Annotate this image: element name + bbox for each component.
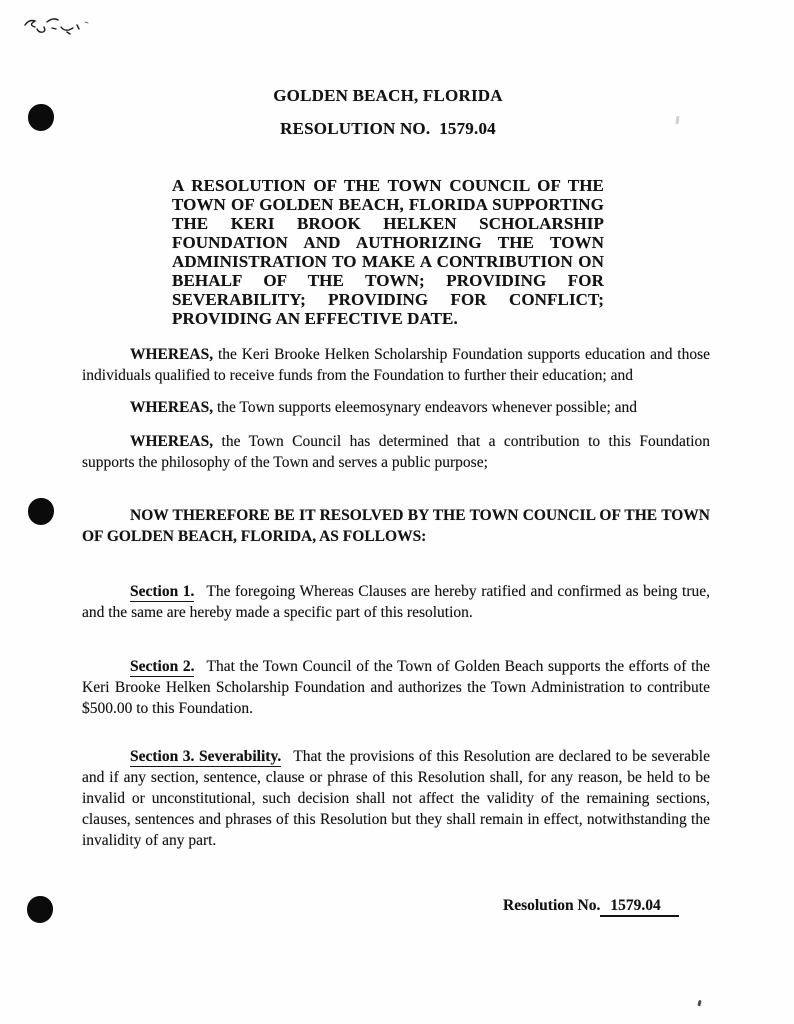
section-2-text: That the Town Council of the Town of Golden Beach supports the efforts of the Keri Brooke Helken Scholarship Foundation and authorizes the Town Administration to contribute $500.00 to this Foundation.	[82, 658, 711, 717]
whereas-lead-3: WHEREAS,	[130, 433, 214, 450]
section-1-paragraph	[82, 581, 710, 623]
whereas-text-1: the Keri Brooke Helken Scholarship Foundation supports education and those individuals qualified to receive funds from the Foundation to further their education; and	[82, 346, 710, 384]
section-3-label	[130, 748, 281, 767]
pen-scribble-mark	[22, 16, 90, 40]
resolved-clause: NOW THEREFORE BE IT RESOLVED BY THE TOWN COUNCIL OF THE TOWN OF GOLDEN BEACH, FLORIDA, AS FOLLOWS:	[82, 507, 710, 545]
whereas-lead-1: WHEREAS,	[130, 346, 214, 363]
section-2-paragraph	[82, 656, 710, 719]
section-2-label	[130, 658, 194, 677]
whereas-clause-1	[82, 344, 710, 386]
whereas-clause-3	[82, 431, 710, 473]
resolution-number-heading: RESOLUTION NO. 1579.04	[280, 119, 496, 138]
section-3-text: That the provisions of this Resolution are declared to be severable and if any section, sentence, clause or phrase of this Resolution shall, for any reason, be held to be invalid or unconstitutional, such decision shall not affect the validity of the remaining sections, clauses, sentences and phrases of this Resolution but they shall remain in effect, notwithstanding the invalidity of any part.	[82, 748, 710, 849]
section-2-label-text: Section 2.	[130, 658, 195, 675]
document-location-heading: GOLDEN BEACH, FLORIDA	[273, 86, 503, 105]
footer-label: Resolution No.	[503, 897, 601, 914]
resolution-caption: A RESOLUTION OF THE TOWN COUNCIL OF THE TOWN OF GOLDEN BEACH, FLORIDA SUPPORTING THE KERI BROOK HELKEN SCHOLARSHIP FOUNDATION AND AUTHORIZING THE TOWN ADMINISTRATION TO MAKE A CONTRIBUTION ON BEHALF OF THE TOWN; PROVIDING FOR SEVERABILITY; PROVIDING FOR CONFLICT; PROVIDING AN EFFECTIVE DATE.	[172, 176, 604, 328]
punch-hole-bottom	[27, 896, 53, 923]
section-3-label-text: Section 3.	[130, 748, 195, 765]
footer-resolution-number	[503, 897, 679, 915]
whereas-text-2: the Town supports eleemosynary endeavors whenever possible; and	[213, 399, 638, 416]
scan-artifact-comma	[697, 1000, 701, 1006]
punch-hole-top	[28, 104, 54, 131]
section-3-title-text: Severability.	[199, 748, 282, 765]
footer-number: 1579.04	[600, 897, 678, 917]
whereas-clause-2	[82, 397, 710, 418]
section-1-text: The foregoing Whereas Clauses are hereby ratified and confirmed as being true, and the same are hereby made a specific part of this resolution.	[82, 583, 711, 621]
section-3-paragraph	[82, 746, 710, 851]
section-1-label	[130, 583, 194, 602]
punch-hole-middle	[28, 498, 54, 525]
whereas-text-3: the Town Council has determined that a contribution to this Foundation supports the philosophy of the Town and serves a public purpose;	[82, 433, 710, 471]
section-1-label-text: Section 1.	[130, 583, 195, 600]
whereas-lead-2: WHEREAS,	[130, 399, 214, 416]
